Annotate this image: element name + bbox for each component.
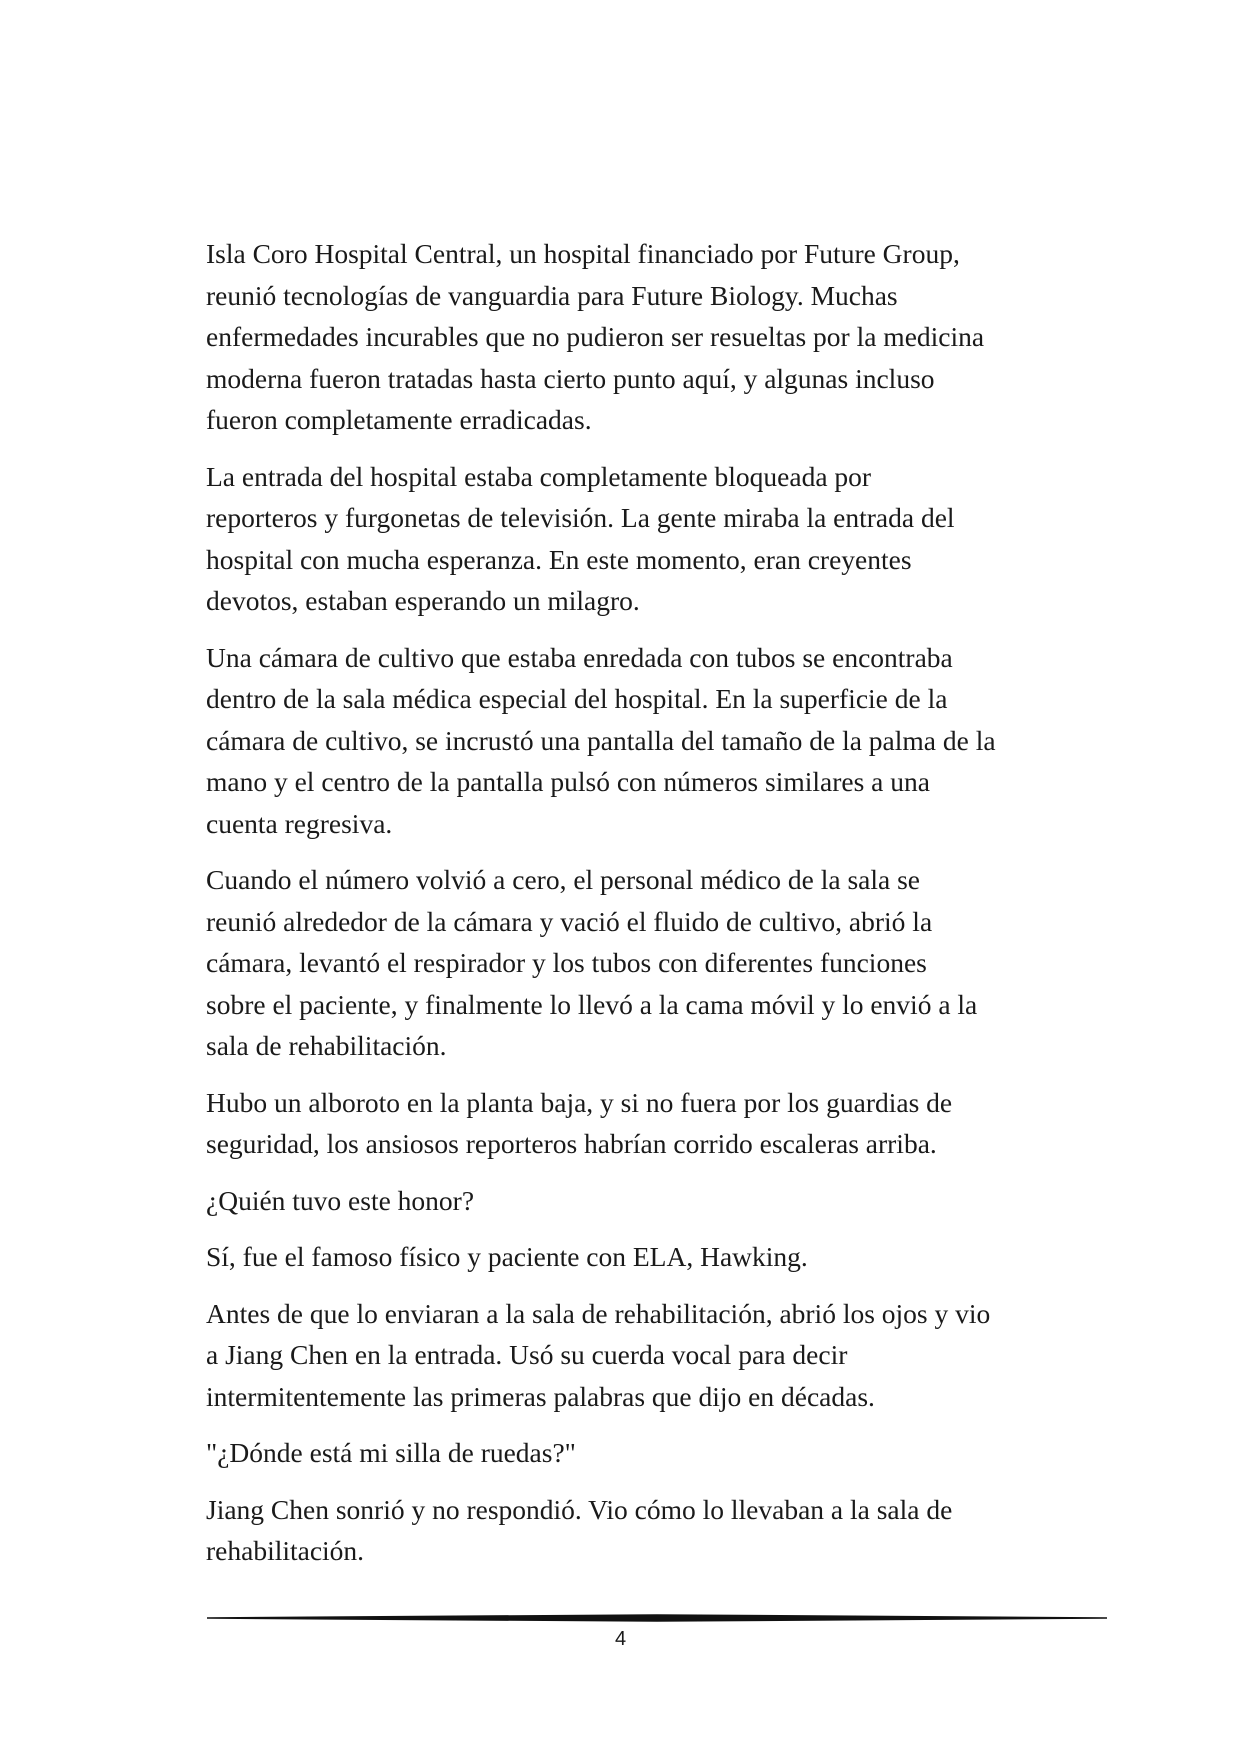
paragraph: La entrada del hospital estaba completamente bloqueada por reporteros y furgonetas de televisión. La gente miraba la entrada del hospital con mucha esperanza. En este momento, eran creyentes devotos, estaban esperando un milagro. xyxy=(206,460,955,616)
paragraph: ¿Quién tuvo este honor? xyxy=(206,1184,475,1216)
paragraph: Isla Coro Hospital Central, un hospital financiado por Future Group, reunió tecnologías de vanguardia para Future Biology. Muchas enfermedades incurables que no pudieron ser resueltas por la medicina moderna fueron tratadas hasta cierto punto aquí, y algunas incluso fueron completamente erradicadas. xyxy=(206,238,985,435)
paragraph: Antes de que lo enviaran a la sala de rehabilitación, abrió los ojos y vio a Jiang Chen en la entrada. Usó su cuerda vocal para decir intermitentemente las primeras palabras que dijo en décadas. xyxy=(206,1297,991,1412)
paragraph: Cuando el número volvió a cero, el personal médico de la sala se reunió alrededor de la cámara y vació el fluido de cultivo, abrió la cámara, levantó el respirador y los tubos con diferentes funciones sobre el paciente, y finalmente lo llevó a la cama móvil y lo envió a la sala de rehabilitación. xyxy=(206,864,978,1061)
page-number: 4 xyxy=(614,1628,627,1650)
paragraph: Sí, fue el famoso físico y paciente con ELA, Hawking. xyxy=(206,1241,808,1272)
paragraph: Jiang Chen sonrió y no respondió. Vio cómo lo llevaban a la sala de rehabilitación. xyxy=(206,1493,953,1566)
body-text xyxy=(206,233,1076,1587)
paragraph: "¿Dónde está mi silla de ruedas?" xyxy=(206,1437,576,1468)
footer-rule xyxy=(207,1612,1107,1624)
paragraph: Hubo un alboroto en la planta baja, y si no fuera por los guardias de seguridad, los ansiosos reporteros habrían corrido escaleras arriba. xyxy=(206,1086,953,1159)
paragraph: Una cámara de cultivo que estaba enredada con tubos se encontraba dentro de la sala médica especial del hospital. En la superficie de la cámara de cultivo, se incrustó una pantalla del tamaño de la palma de la mano y el centro de la pantalla pulsó con números similares a una cuenta regresiva. xyxy=(206,641,996,839)
